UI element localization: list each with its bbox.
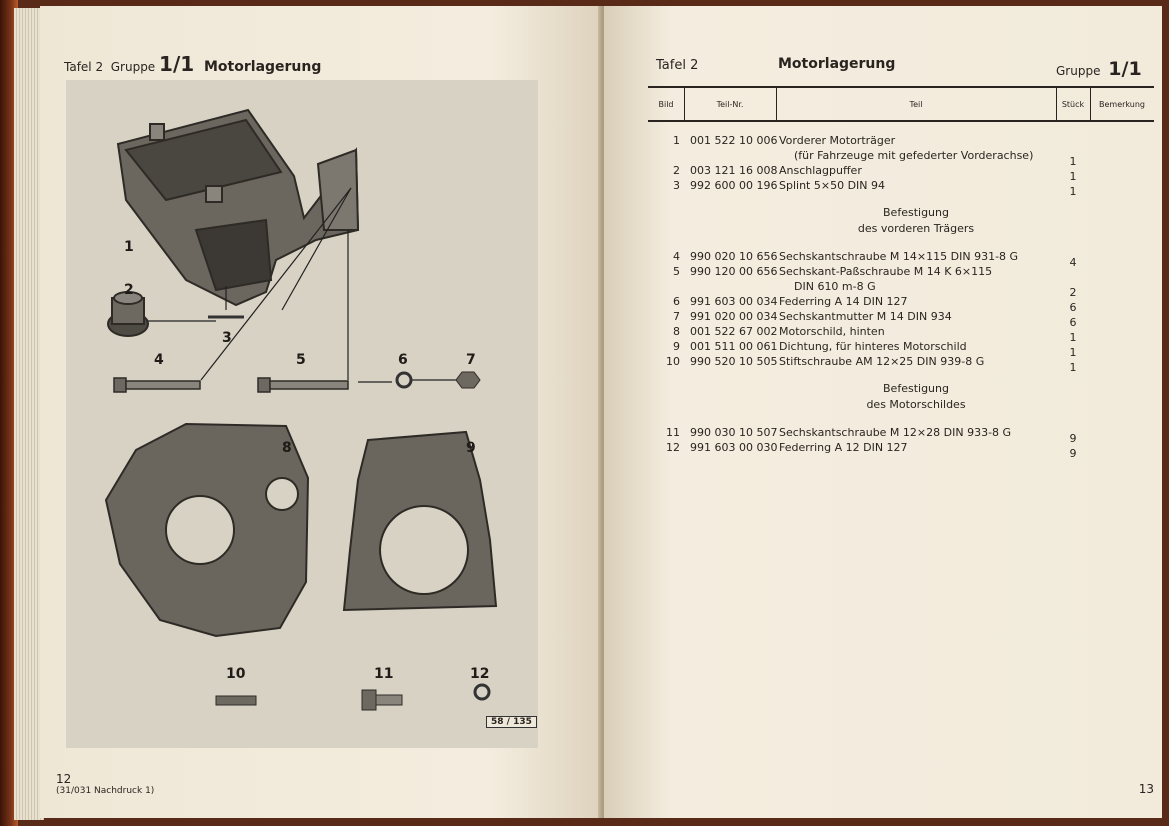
cell-teil-nr: 001 522 67 002 bbox=[690, 325, 778, 338]
cell-teil: Sechskantschraube M 14×115 DIN 931-8 G bbox=[779, 250, 1019, 263]
cell-teil: Stiftschraube AM 12×25 DIN 939-8 G bbox=[779, 355, 985, 368]
cell-teil: Splint 5×50 DIN 94 bbox=[779, 179, 886, 192]
cell-teil: Motorschild, hinten bbox=[779, 325, 885, 338]
cell-teil-nr: 991 603 00 034 bbox=[690, 295, 778, 308]
table-row bbox=[648, 355, 1154, 374]
left-page-number: 12 bbox=[56, 772, 72, 786]
table-row bbox=[648, 134, 1154, 149]
fig-label-3: 3 bbox=[222, 330, 232, 346]
cell-teil: Anschlagpuffer bbox=[779, 164, 862, 177]
part-2-anschlagpuffer-drawing bbox=[108, 292, 148, 336]
section-heading bbox=[648, 222, 1154, 238]
part-8-motorschild-drawing bbox=[106, 424, 308, 636]
table-row bbox=[648, 441, 1154, 460]
table-row bbox=[648, 179, 1154, 198]
left-gruppe-num: 1/1 bbox=[159, 52, 195, 76]
cell-stueck: 1 bbox=[1069, 185, 1077, 198]
cell-teil-nr: 992 600 00 196 bbox=[690, 179, 778, 192]
section-heading-text: Befestigung bbox=[883, 382, 949, 395]
right-page-number: 13 bbox=[1138, 782, 1154, 796]
cell-teil-nr: 991 020 00 034 bbox=[690, 310, 778, 323]
section-gap bbox=[648, 414, 1154, 426]
cell-teil-nr: 991 603 00 030 bbox=[690, 441, 778, 454]
col-teil: Teil bbox=[776, 88, 1057, 120]
print-note: (31/031 Nachdruck 1) bbox=[56, 786, 155, 796]
table-row bbox=[648, 325, 1154, 344]
table-row bbox=[648, 426, 1154, 445]
fig-label-7: 7 bbox=[466, 352, 476, 368]
left-gruppe-label: Gruppe bbox=[110, 60, 156, 74]
fig-label-10: 10 bbox=[226, 666, 246, 682]
col-stueck: Stück bbox=[1056, 88, 1091, 120]
fig-label-12: 12 bbox=[470, 666, 490, 682]
table-row bbox=[648, 295, 1154, 314]
table-row bbox=[648, 280, 1154, 299]
col-teil-nr: Teil-Nr. bbox=[684, 88, 777, 120]
cell-teil-nr: 990 030 10 507 bbox=[690, 426, 778, 439]
cell-stueck: 1 bbox=[1069, 346, 1077, 359]
part-12-washer-drawing bbox=[475, 685, 489, 699]
cell-stueck: 1 bbox=[1069, 331, 1077, 344]
table-header bbox=[648, 86, 1154, 122]
col-bild: Bild bbox=[648, 88, 685, 120]
cell-teil-nr: 001 522 10 006 bbox=[690, 134, 778, 147]
fig-label-11: 11 bbox=[374, 666, 394, 682]
left-title: Motorlagerung bbox=[204, 59, 322, 75]
cell-bild: 2 bbox=[673, 164, 680, 177]
fig-label-8: 8 bbox=[282, 440, 292, 456]
cell-stueck: 2 bbox=[1069, 286, 1077, 299]
right-title: Motorlagerung bbox=[778, 56, 896, 72]
cell-stueck: 1 bbox=[1069, 155, 1077, 168]
cell-teil: (für Fahrzeuge mit gefederter Vorderachse) bbox=[794, 149, 1034, 162]
section-heading-text: des vorderen Trägers bbox=[857, 222, 975, 235]
cell-bild: 8 bbox=[673, 325, 680, 338]
cell-bild: 1 bbox=[673, 134, 680, 147]
cell-bild: 10 bbox=[666, 355, 680, 368]
cell-stueck: 9 bbox=[1069, 432, 1077, 445]
cell-teil-nr: 001 511 00 061 bbox=[690, 340, 778, 353]
right-page bbox=[604, 6, 1162, 818]
figure-reference-badge: 58 / 135 bbox=[486, 716, 537, 728]
right-tafel: Tafel 2 bbox=[656, 58, 699, 73]
parts-list bbox=[648, 134, 1154, 460]
section-heading bbox=[648, 206, 1154, 222]
cell-bild: 7 bbox=[673, 310, 680, 323]
cell-teil: Sechskantmutter M 14 DIN 934 bbox=[779, 310, 952, 323]
table-row bbox=[648, 164, 1154, 183]
cell-teil: Vorderer Motorträger bbox=[779, 134, 896, 147]
cell-teil-nr: 990 120 00 656 bbox=[690, 265, 778, 278]
fig-label-9: 9 bbox=[466, 440, 476, 456]
left-header bbox=[64, 52, 321, 76]
section-heading bbox=[648, 382, 1154, 398]
cell-teil: DIN 610 m-8 G bbox=[794, 280, 876, 293]
right-gruppe bbox=[1056, 58, 1142, 80]
cell-stueck: 6 bbox=[1069, 316, 1077, 329]
cell-stueck: 1 bbox=[1069, 170, 1077, 183]
cell-bild: 9 bbox=[673, 340, 680, 353]
cell-bild: 5 bbox=[673, 265, 680, 278]
part-7-nut-drawing bbox=[456, 372, 480, 388]
part-5-bolt-drawing bbox=[258, 378, 348, 392]
fig-label-5: 5 bbox=[296, 352, 306, 368]
table-row bbox=[648, 250, 1154, 269]
fig-label-2: 2 bbox=[124, 282, 134, 298]
col-bemerkung: Bemerkung bbox=[1098, 99, 1146, 109]
cell-teil: Federring A 12 DIN 127 bbox=[779, 441, 908, 454]
cell-stueck: 6 bbox=[1069, 301, 1077, 314]
cell-stueck: 4 bbox=[1069, 256, 1077, 269]
cell-teil-nr: 003 121 16 008 bbox=[690, 164, 778, 177]
part-1-motortraeger-drawing bbox=[118, 110, 358, 305]
parts-illustration bbox=[66, 80, 538, 748]
table-row bbox=[648, 265, 1154, 280]
cell-bild: 12 bbox=[666, 441, 680, 454]
right-gruppe-num: 1/1 bbox=[1108, 58, 1142, 80]
section-heading bbox=[648, 398, 1154, 414]
cell-teil: Federring A 14 DIN 127 bbox=[779, 295, 908, 308]
section-heading-text: Befestigung bbox=[883, 206, 949, 219]
part-9-dichtung-drawing bbox=[344, 432, 496, 610]
table-row bbox=[648, 149, 1154, 168]
section-heading-text: des Motorschildes bbox=[866, 398, 966, 411]
cell-bild: 11 bbox=[666, 426, 680, 439]
section-gap bbox=[648, 238, 1154, 250]
part-6-washer-drawing bbox=[397, 373, 411, 387]
cell-bild: 4 bbox=[673, 250, 680, 263]
cell-bild: 6 bbox=[673, 295, 680, 308]
part-11-bolt-drawing bbox=[362, 690, 402, 710]
left-page bbox=[40, 6, 602, 818]
fig-label-6: 6 bbox=[398, 352, 408, 368]
cell-bild: 3 bbox=[673, 179, 680, 192]
cell-teil: Sechskant-Paßschraube M 14 K 6×115 bbox=[779, 265, 993, 278]
cell-teil-nr: 990 020 10 656 bbox=[690, 250, 778, 263]
cell-teil-nr: 990 520 10 505 bbox=[690, 355, 778, 368]
table-row bbox=[648, 310, 1154, 329]
cell-stueck: 1 bbox=[1069, 361, 1077, 374]
cell-teil: Dichtung, für hinteres Motorschild bbox=[779, 340, 967, 353]
fig-label-4: 4 bbox=[154, 352, 164, 368]
table-row bbox=[648, 340, 1154, 359]
cell-stueck: 9 bbox=[1069, 447, 1077, 460]
part-10-stud-drawing bbox=[216, 696, 256, 705]
fig-label-1: 1 bbox=[124, 239, 134, 255]
cell-teil: Sechskantschraube M 12×28 DIN 933-8 G bbox=[779, 426, 1012, 439]
part-4-bolt-drawing bbox=[114, 378, 200, 392]
exploded-parts-drawing bbox=[66, 80, 538, 748]
right-gruppe-label: Gruppe bbox=[1056, 64, 1101, 78]
left-tafel: Tafel 2 bbox=[64, 60, 104, 74]
